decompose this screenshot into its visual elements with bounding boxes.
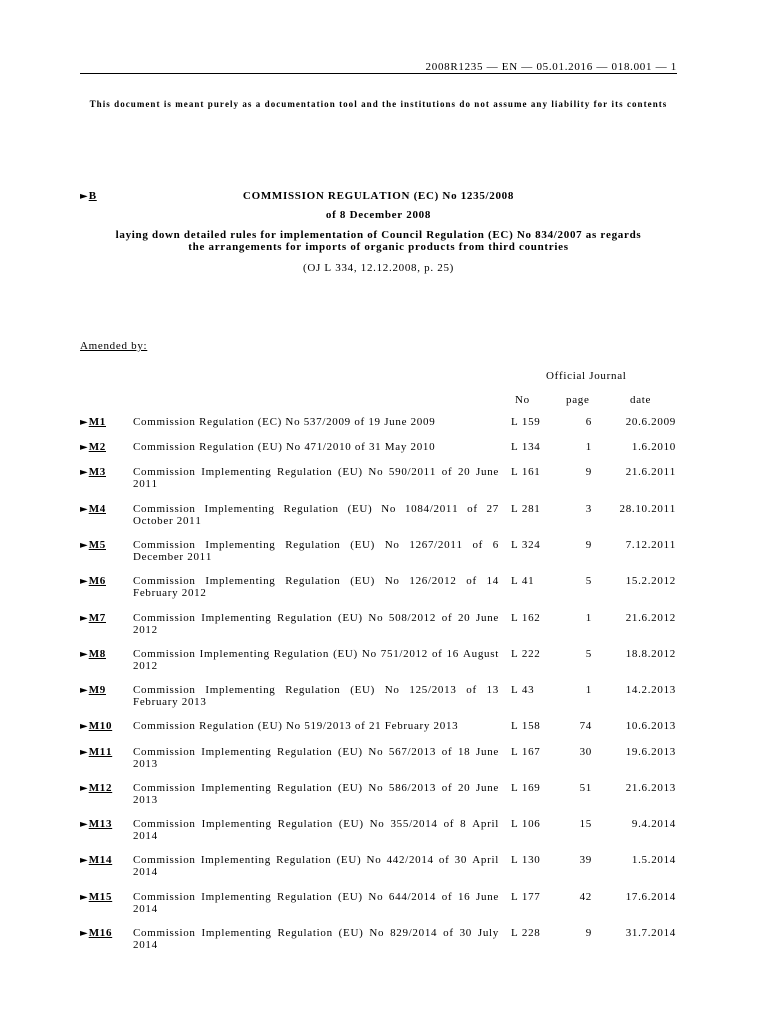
amendment-marker-label: M5 xyxy=(88,538,106,551)
oj-number: L 158 xyxy=(511,720,541,733)
amendment-row xyxy=(80,539,677,563)
marker-arrow-icon: ► xyxy=(80,855,88,867)
amendment-marker xyxy=(80,854,133,867)
marker-arrow-icon: ► xyxy=(80,467,88,479)
oj-date: 15.2.2012 xyxy=(625,575,676,588)
marker-arrow-icon: ► xyxy=(80,721,88,733)
amendment-row xyxy=(80,648,677,672)
amendment-row xyxy=(80,927,677,951)
amendment-title: Commission Implementing Regulation (EU) No 1267/2011 of 6 December 2011 xyxy=(133,538,499,564)
amendment-title: Commission Implementing Regulation (EU) No 126/2012 of 14 February 2012 xyxy=(133,575,499,600)
amendment-marker xyxy=(80,818,133,831)
marker-arrow-icon: ► xyxy=(80,503,88,515)
oj-date: 10.6.2013 xyxy=(625,720,676,733)
amendment-marker-label: M16 xyxy=(88,926,113,939)
amendment-marker xyxy=(80,503,133,516)
amendment-title: Commission Implementing Regulation (EU) No 125/2013 of 13 February 2013 xyxy=(133,684,499,709)
amendment-row xyxy=(80,782,677,806)
amendment-row xyxy=(80,818,677,842)
amendment-title: Commission Regulation (EU) No 519/2013 of 21 February 2013 xyxy=(133,720,459,733)
oj-number: L 106 xyxy=(511,818,541,831)
oj-page: 5 xyxy=(585,647,592,660)
amendment-title: Commission Implementing Regulation (EU) No 590/2011 of 20 June 2011 xyxy=(133,466,499,491)
amendment-marker xyxy=(80,539,133,552)
oj-number: L 167 xyxy=(511,745,541,758)
oj-date: 21.6.2012 xyxy=(625,611,676,624)
marker-arrow-icon: ► xyxy=(80,891,88,903)
amendment-marker xyxy=(80,782,133,795)
oj-number: L 222 xyxy=(511,647,541,660)
marker-arrow-icon: ► xyxy=(80,612,88,624)
amendment-row xyxy=(80,441,677,454)
amendment-title: Commission Implementing Regulation (EU) No 1084/2011 of 27 October 2011 xyxy=(133,502,499,527)
marker-arrow-icon: ► xyxy=(80,782,88,794)
amendment-title: Commission Regulation (EU) No 471/2010 of 31 May 2010 xyxy=(133,441,436,454)
amendment-marker xyxy=(80,891,133,904)
oj-date: 21.6.2013 xyxy=(625,781,676,794)
marker-arrow-icon: ► xyxy=(80,417,88,428)
act-oj-reference: (OJ L 334, 12.12.2008, p. 25) xyxy=(302,262,455,274)
oj-number: L 169 xyxy=(511,781,541,794)
amendment-marker xyxy=(80,720,133,733)
amendment-marker-label: M12 xyxy=(88,781,113,794)
oj-page: 1 xyxy=(585,611,592,624)
oj-page: 51 xyxy=(579,781,592,794)
amendment-title: Commission Implementing Regulation (EU) No 508/2012 of 20 June 2012 xyxy=(133,611,499,636)
oj-page: 39 xyxy=(579,854,592,867)
marker-arrow-icon: ► xyxy=(80,191,88,202)
oj-page: 42 xyxy=(579,890,592,903)
document-reference: 2008R1235 — EN — 05.01.2016 — 018.001 — 1 xyxy=(425,61,677,73)
oj-date: 31.7.2014 xyxy=(625,926,676,939)
amendment-marker xyxy=(80,746,133,759)
amendment-marker-label: M4 xyxy=(88,502,106,515)
oj-number: L 162 xyxy=(511,611,541,624)
amendment-row xyxy=(80,891,677,915)
amendment-marker xyxy=(80,684,133,697)
amendment-marker-label: M8 xyxy=(88,647,106,660)
column-header-page: page xyxy=(566,394,590,406)
amendment-title: Commission Implementing Regulation (EU) No 355/2014 of 8 April 2014 xyxy=(133,818,499,843)
amendment-title: Commission Implementing Regulation (EU) No 751/2012 of 16 August 2012 xyxy=(133,647,499,672)
oj-number: L 159 xyxy=(511,416,541,428)
marker-arrow-icon: ► xyxy=(80,819,88,831)
amendment-marker-label: M10 xyxy=(88,720,113,733)
oj-page: 15 xyxy=(579,818,592,831)
oj-date: 28.10.2011 xyxy=(619,502,676,515)
disclaimer: This document is meant purely as a documentation tool and the institutions do not assume any liability for its contents xyxy=(89,99,668,109)
amendment-marker-label: M7 xyxy=(88,611,106,624)
oj-date: 1.5.2014 xyxy=(631,854,676,867)
marker-arrow-icon: ► xyxy=(80,442,88,454)
oj-page: 6 xyxy=(585,416,592,428)
oj-page: 3 xyxy=(585,502,592,515)
act-subject: laying down detailed rules for implementation of Council Regulation (EC) No 834/2007 as regards the arrangements for imports of organic products from third countries xyxy=(115,229,642,253)
header-rule xyxy=(80,73,677,74)
oj-page: 9 xyxy=(585,926,592,939)
amendment-marker-label: M1 xyxy=(88,416,106,428)
oj-date: 7.12.2011 xyxy=(625,538,676,551)
oj-page: 1 xyxy=(585,441,592,454)
oj-number: L 324 xyxy=(511,538,541,551)
amendment-title: Commission Implementing Regulation (EU) No 442/2014 of 30 April 2014 xyxy=(133,854,499,879)
oj-date: 19.6.2013 xyxy=(625,745,676,758)
amendment-list xyxy=(80,416,677,963)
oj-number: L 228 xyxy=(511,926,541,939)
oj-number: L 161 xyxy=(511,466,541,479)
amendment-row xyxy=(80,746,677,770)
oj-page: 5 xyxy=(585,575,592,588)
amendment-row xyxy=(80,575,677,599)
marker-arrow-icon: ► xyxy=(80,685,88,697)
oj-number: L 177 xyxy=(511,890,541,903)
marker-arrow-icon: ► xyxy=(80,576,88,588)
oj-page: 1 xyxy=(585,684,592,697)
oj-number: L 43 xyxy=(511,684,535,697)
marker-arrow-icon: ► xyxy=(80,539,88,551)
amendment-row xyxy=(80,720,677,733)
amendment-row xyxy=(80,503,677,527)
amendment-marker xyxy=(80,927,133,940)
amendment-marker-label: M3 xyxy=(88,466,106,479)
amendment-row xyxy=(80,416,677,429)
oj-date: 9.4.2014 xyxy=(631,818,676,831)
oj-page: 9 xyxy=(585,466,592,479)
amendment-row xyxy=(80,466,677,490)
amendment-title: Commission Implementing Regulation (EU) No 829/2014 of 30 July 2014 xyxy=(133,926,499,952)
amendment-marker xyxy=(80,441,133,454)
oj-number: L 134 xyxy=(511,441,541,454)
amendment-marker xyxy=(80,416,133,429)
amendment-title: Commission Implementing Regulation (EU) No 586/2013 of 20 June 2013 xyxy=(133,781,499,806)
column-header-date: date xyxy=(630,394,652,406)
amended-by-heading: Amended by: xyxy=(80,340,148,352)
amendment-title: Commission Implementing Regulation (EU) No 644/2014 of 16 June 2014 xyxy=(133,890,499,915)
act-marker-label: B xyxy=(88,190,97,202)
oj-number: L 130 xyxy=(511,854,541,867)
marker-arrow-icon: ► xyxy=(80,746,88,758)
oj-date: 14.2.2013 xyxy=(625,684,676,697)
amendment-marker xyxy=(80,612,133,625)
amendment-marker-label: M2 xyxy=(88,441,106,454)
oj-page: 30 xyxy=(579,745,592,758)
official-journal-heading: Official Journal xyxy=(546,370,627,382)
marker-arrow-icon: ► xyxy=(80,648,88,660)
oj-date: 20.6.2009 xyxy=(625,416,676,428)
amendment-marker-label: M14 xyxy=(88,854,113,867)
act-title: COMMISSION REGULATION (EC) No 1235/2008 xyxy=(242,190,515,202)
oj-number: L 41 xyxy=(511,575,535,588)
amendment-title: Commission Implementing Regulation (EU) No 567/2013 of 18 June 2013 xyxy=(133,745,499,770)
amendment-row xyxy=(80,612,677,636)
act-date: of 8 December 2008 xyxy=(325,209,432,221)
amendment-marker-label: M13 xyxy=(88,818,113,831)
amendment-marker xyxy=(80,466,133,479)
oj-date: 18.8.2012 xyxy=(625,647,676,660)
amendment-marker-label: M11 xyxy=(88,745,113,758)
amendment-row xyxy=(80,684,677,708)
marker-arrow-icon: ► xyxy=(80,927,88,939)
amendment-marker xyxy=(80,575,133,588)
amendment-title: Commission Regulation (EC) No 537/2009 of 19 June 2009 xyxy=(133,416,436,428)
amendment-marker xyxy=(80,648,133,661)
amendment-marker-label: M6 xyxy=(88,575,106,588)
amendment-row xyxy=(80,854,677,878)
oj-page: 9 xyxy=(585,538,592,551)
oj-date: 21.6.2011 xyxy=(625,466,676,479)
oj-date: 17.6.2014 xyxy=(625,890,676,903)
amendment-marker-label: M15 xyxy=(88,890,113,903)
amendment-marker-label: M9 xyxy=(88,684,106,697)
oj-number: L 281 xyxy=(511,502,541,515)
oj-page: 74 xyxy=(579,720,592,733)
oj-date: 1.6.2010 xyxy=(631,441,676,454)
column-header-no: No xyxy=(515,394,530,406)
